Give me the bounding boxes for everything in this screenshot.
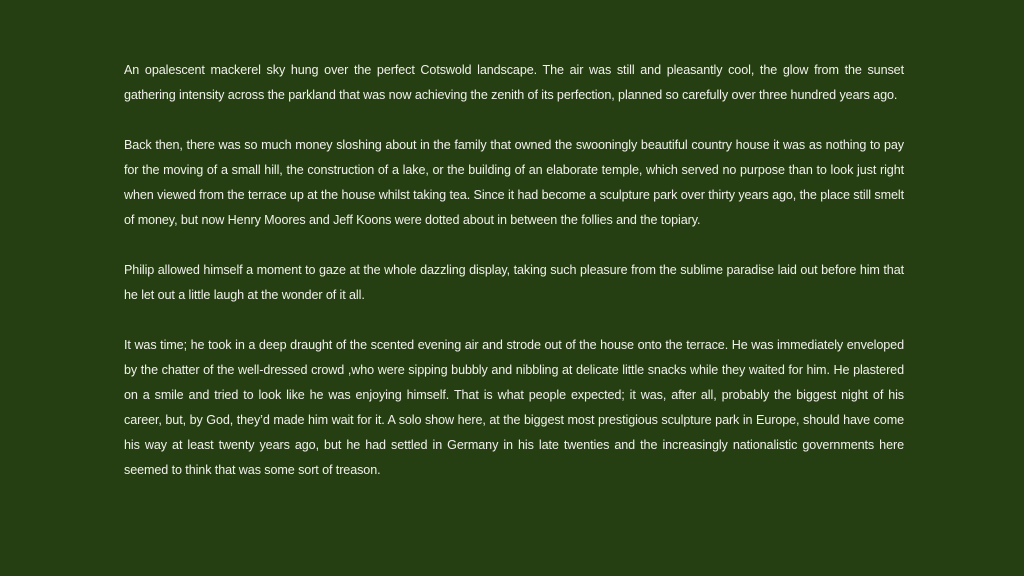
paragraph-1: An opalescent mackerel sky hung over the perfect Cotswold landscape. The air was still and pleasantly cool, the glow from the sunset gathering intensity across the parkland that was now achieving the zenith of its perfection, planned so carefully over three hundred years ago.: [124, 63, 904, 102]
story-text: [124, 58, 904, 483]
paragraph-4: It was time; he took in a deep draught of the scented evening air and strode out of the house onto the terrace. He was immediately enveloped by the chatter of the well-dressed crowd ,who were sipping bubbly and nibbling at delicate little snacks while they waited for him. He plastered on a smile and tried to look like he was enjoying himself. That is what people expected; it was, after all, probably the biggest night of his career, but, by God, they’d made him wait for it. A solo show here, at the biggest most prestigious sculpture park in Europe, should have come his way at least twenty years ago, but he had settled in Germany in his late twenties and the increasingly nationalistic governments here seemed to think that was some sort of treason.: [124, 338, 904, 477]
paragraph-3: Philip allowed himself a moment to gaze at the whole dazzling display, taking such pleasure from the sublime paradise laid out before him that he let out a little laugh at the wonder of it all.: [124, 263, 904, 302]
paragraph-2: Back then, there was so much money sloshing about in the family that owned the swooningly beautiful country house it was as nothing to pay for the moving of a small hill, the construction of a lake, or the building of an elaborate temple, which served no purpose than to look just right when viewed from the terrace up at the house whilst taking tea. Since it had become a sculpture park over thirty years ago, the place still smelt of money, but now Henry Moores and Jeff Koons were dotted about in between the follies and the topiary.: [124, 138, 904, 227]
